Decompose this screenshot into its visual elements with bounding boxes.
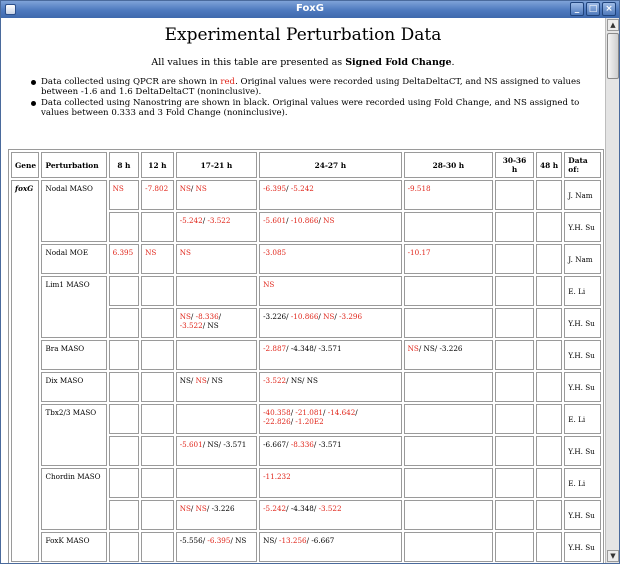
value-cell-h30 — [495, 212, 534, 242]
value-cell-h30 — [495, 468, 534, 498]
nanostring-value: / NS/ NS — [286, 376, 318, 385]
qpcr-value: NS — [195, 504, 207, 513]
source-cell: Y.H. Su — [564, 500, 601, 530]
nanostring-value: / — [318, 216, 324, 225]
qpcr-value: -3.296 — [339, 312, 363, 321]
perturbation-cell: Nodal MASO — [41, 180, 106, 242]
note-item — [31, 77, 591, 97]
value-cell-h17 — [176, 340, 257, 370]
qpcr-value: NS — [179, 312, 191, 321]
source-cell: Y.H. Su — [564, 436, 601, 466]
scroll-up-icon[interactable]: ▲ — [607, 19, 619, 31]
qpcr-value: -5.242 — [263, 504, 287, 513]
note-text: Data collected using Nanostring are shown in black. Original values were recorded using Fold Change, and NS assigned to values between 0.333 and 3 Fold Change (noninclusive). — [41, 98, 580, 118]
value-cell-h8 — [109, 532, 140, 562]
qpcr-value: -9.518 — [407, 184, 431, 193]
table-row — [11, 340, 601, 370]
notes-list — [31, 77, 591, 119]
title-bar[interactable] — [1, 1, 619, 18]
value-cell-h24 — [259, 244, 401, 274]
nanostring-value: / — [290, 417, 296, 426]
qpcr-value: NS — [407, 344, 419, 353]
qpcr-value: NS — [145, 248, 157, 257]
value-cell-h8 — [109, 436, 140, 466]
value-cell-h8 — [109, 180, 140, 210]
value-cell-h28 — [404, 276, 494, 306]
perturbation-table — [8, 149, 604, 563]
scroll-down-icon[interactable]: ▼ — [607, 550, 619, 562]
nanostring-value: / NS — [230, 536, 247, 545]
value-cell-h12 — [141, 468, 174, 498]
page-title: Experimental Perturbation Data — [164, 25, 442, 45]
qpcr-value: -8.336 — [195, 312, 219, 321]
value-cell-h30 — [495, 308, 534, 338]
value-cell-h48 — [536, 340, 562, 370]
value-cell-h17 — [176, 212, 257, 242]
nanostring-value: / — [290, 408, 296, 417]
qpcr-value: -5.242 — [179, 216, 203, 225]
table-row — [11, 372, 601, 402]
source-cell: Y.H. Su — [564, 308, 601, 338]
nanostring-value: / — [355, 408, 358, 417]
col-header: 8 h — [109, 152, 140, 178]
table-header-row — [11, 152, 601, 178]
nanostring-value: / — [323, 408, 328, 417]
qpcr-value: NS — [179, 248, 191, 257]
close-button[interactable]: × — [602, 2, 616, 16]
value-cell-h24 — [259, 180, 401, 210]
value-cell-h24 — [259, 532, 401, 562]
value-cell-h24 — [259, 340, 401, 370]
value-cell-h48 — [536, 276, 562, 306]
intro-suffix: . — [451, 57, 455, 68]
qpcr-value: NS — [323, 216, 335, 225]
value-cell-h30 — [495, 372, 534, 402]
value-cell-h28 — [404, 372, 494, 402]
value-cell-h48 — [536, 532, 562, 562]
qpcr-value: -2.887 — [263, 344, 287, 353]
nanostring-value: / — [202, 216, 208, 225]
nanostring-value: / NS — [206, 376, 223, 385]
value-cell-h24 — [259, 404, 401, 434]
col-header: Data of: — [564, 152, 601, 178]
nanostring-value: / — [286, 216, 291, 225]
qpcr-value: -6.395 — [207, 536, 231, 545]
value-cell-h17 — [176, 372, 257, 402]
value-cell-h8 — [109, 212, 140, 242]
value-cell-h28 — [404, 500, 494, 530]
scroll-thumb[interactable] — [607, 33, 619, 79]
nanostring-value: / -4.348/ -3.571 — [286, 344, 342, 353]
source-cell: J. Nam — [564, 244, 601, 274]
value-cell-h30 — [495, 276, 534, 306]
value-cell-h12 — [141, 372, 174, 402]
table-row — [11, 276, 601, 306]
nanostring-value: / — [218, 312, 222, 321]
col-header: 17-21 h — [176, 152, 257, 178]
source-cell: Y.H. Su — [564, 372, 601, 402]
value-cell-h30 — [495, 244, 534, 274]
window-title: FoxG — [296, 3, 324, 14]
vertical-scrollbar[interactable] — [605, 18, 619, 563]
col-header: 24-27 h — [259, 152, 401, 178]
col-header: Gene — [11, 152, 39, 178]
table-row — [11, 468, 601, 498]
value-cell-h24 — [259, 308, 401, 338]
value-cell-h28 — [404, 436, 494, 466]
value-cell-h12 — [141, 404, 174, 434]
nanostring-value: -3.226/ — [263, 312, 291, 321]
value-cell-h12 — [141, 212, 174, 242]
col-header: 30-36 h — [495, 152, 534, 178]
value-cell-h12 — [141, 276, 174, 306]
qpcr-value: -10.866 — [290, 312, 319, 321]
qpcr-value: NS — [179, 504, 191, 513]
value-cell-h24 — [259, 468, 401, 498]
qpcr-value: NS — [195, 376, 207, 385]
value-cell-h12 — [141, 244, 174, 274]
qpcr-value: -11.232 — [263, 472, 291, 481]
qpcr-value: -3.522 — [179, 321, 203, 330]
qpcr-value: -5.601 — [179, 440, 203, 449]
intro-text — [1, 57, 605, 68]
table-row — [11, 244, 601, 274]
source-cell: E. Li — [564, 276, 601, 306]
value-cell-h48 — [536, 180, 562, 210]
perturbation-cell: Bra MASO — [41, 340, 106, 370]
col-header: Perturbation — [41, 152, 106, 178]
perturbation-cell: Dix MASO — [41, 372, 106, 402]
value-cell-h28 — [404, 308, 494, 338]
qpcr-value: -10.17 — [407, 248, 431, 257]
qpcr-value: -13.256 — [279, 536, 307, 545]
qpcr-value: -3.522 — [318, 504, 342, 513]
value-cell-h8 — [109, 404, 140, 434]
qpcr-value: -21.081 — [295, 408, 323, 417]
value-cell-h48 — [536, 372, 562, 402]
value-cell-h30 — [495, 532, 534, 562]
qpcr-value: -1.20E2 — [295, 417, 324, 426]
source-cell: J. Nam — [564, 180, 601, 210]
value-cell-h17 — [176, 532, 257, 562]
value-cell-h12 — [141, 500, 174, 530]
qpcr-value: -3.085 — [263, 248, 287, 257]
value-cell-h48 — [536, 436, 562, 466]
nanostring-value: / — [190, 312, 196, 321]
qpcr-value: NS — [179, 184, 191, 193]
value-cell-h8 — [109, 340, 140, 370]
value-cell-h8 — [109, 372, 140, 402]
qpcr-value: NS — [112, 184, 124, 193]
nanostring-value: / — [286, 184, 291, 193]
value-cell-h12 — [141, 180, 174, 210]
source-cell: Y.H. Su — [564, 212, 601, 242]
qpcr-value: -5.242 — [290, 184, 314, 193]
value-cell-h30 — [495, 340, 534, 370]
qpcr-value: -3.522 — [263, 376, 287, 385]
perturbation-cell: Nodal MOE — [41, 244, 106, 274]
value-cell-h28 — [404, 180, 494, 210]
qpcr-value: -7.802 — [145, 184, 169, 193]
value-cell-h12 — [141, 308, 174, 338]
value-cell-h30 — [495, 404, 534, 434]
nanostring-value: / — [334, 312, 340, 321]
qpcr-value: -3.522 — [207, 216, 231, 225]
value-cell-h8 — [109, 468, 140, 498]
value-cell-h24 — [259, 276, 401, 306]
value-cell-h30 — [495, 180, 534, 210]
value-cell-h28 — [404, 340, 494, 370]
value-cell-h8 — [109, 308, 140, 338]
qpcr-value: NS — [195, 184, 207, 193]
nanostring-value: / — [190, 184, 196, 193]
qpcr-value: NS — [263, 280, 275, 289]
value-cell-h17 — [176, 180, 257, 210]
qpcr-value: -10.866 — [290, 216, 319, 225]
value-cell-h8 — [109, 276, 140, 306]
value-cell-h12 — [141, 340, 174, 370]
source-cell: Y.H. Su — [564, 532, 601, 562]
nanostring-value: / — [318, 312, 324, 321]
perturbation-cell: Chordin MASO — [41, 468, 106, 530]
qpcr-value: -14.642 — [327, 408, 356, 417]
col-header: 48 h — [536, 152, 562, 178]
value-cell-h17 — [176, 308, 257, 338]
value-cell-h48 — [536, 468, 562, 498]
value-cell-h24 — [259, 372, 401, 402]
nanostring-value: / NS/ -3.226 — [418, 344, 463, 353]
value-cell-h48 — [536, 212, 562, 242]
value-cell-h48 — [536, 244, 562, 274]
value-cell-h12 — [141, 532, 174, 562]
col-header: 28-30 h — [404, 152, 494, 178]
qpcr-value: -22.826 — [263, 417, 291, 426]
minimize-button[interactable]: _ — [570, 2, 584, 16]
value-cell-h28 — [404, 404, 494, 434]
note-text: . Original values were recorded using DeltaDeltaCT, and NS assigned to values between -1.6 and 1.6 DeltaDeltaCT (noninclusive). — [41, 77, 581, 97]
qpcr-value: -5.601 — [263, 216, 287, 225]
intro-prefix: All values in this table are presented as — [151, 57, 346, 68]
value-cell-h28 — [404, 532, 494, 562]
table-row — [11, 180, 601, 210]
note-item — [31, 98, 591, 118]
value-cell-h48 — [536, 308, 562, 338]
col-header: 12 h — [141, 152, 174, 178]
value-cell-h17 — [176, 404, 257, 434]
source-cell: E. Li — [564, 468, 601, 498]
nanostring-value: NS/ — [263, 536, 280, 545]
value-cell-h12 — [141, 436, 174, 466]
value-cell-h17 — [176, 468, 257, 498]
value-cell-h17 — [176, 276, 257, 306]
value-cell-h28 — [404, 244, 494, 274]
table-row — [11, 532, 601, 562]
table-body — [11, 180, 601, 562]
note-text: Data collected using QPCR are shown in — [41, 77, 221, 87]
nanostring-value: / — [190, 504, 196, 513]
nanostring-value: -6.667/ — [263, 440, 291, 449]
content-viewport — [1, 18, 605, 563]
bullet-icon — [31, 101, 36, 106]
value-cell-h8 — [109, 500, 140, 530]
value-cell-h48 — [536, 500, 562, 530]
value-cell-h17 — [176, 500, 257, 530]
maximize-button[interactable]: □ — [586, 2, 600, 16]
perturbation-cell: FoxK MASO — [41, 532, 106, 562]
perturbation-cell: Lim1 MASO — [41, 276, 106, 338]
perturbation-cell: Tbx2/3 MASO — [41, 404, 106, 466]
nanostring-value: / -6.667 — [306, 536, 335, 545]
value-cell-h30 — [495, 436, 534, 466]
value-cell-h24 — [259, 436, 401, 466]
value-cell-h17 — [176, 244, 257, 274]
table-row — [11, 404, 601, 434]
nanostring-value: / NS/ -3.571 — [202, 440, 247, 449]
qpcr-value: 6.395 — [112, 248, 134, 257]
qpcr-value: -6.395 — [263, 184, 287, 193]
source-cell: E. Li — [564, 404, 601, 434]
value-cell-h28 — [404, 212, 494, 242]
value-cell-h8 — [109, 244, 140, 274]
value-cell-h48 — [536, 404, 562, 434]
nanostring-value: NS/ — [179, 376, 196, 385]
nanostring-value: / NS — [202, 321, 219, 330]
value-cell-h30 — [495, 500, 534, 530]
nanostring-value: / -4.348/ — [286, 504, 319, 513]
qpcr-value: NS — [323, 312, 335, 321]
value-cell-h17 — [176, 436, 257, 466]
gene-cell: foxG — [11, 180, 39, 562]
note-red-word: red — [220, 77, 236, 87]
bullet-icon — [31, 80, 36, 85]
qpcr-value: -40.358 — [263, 408, 291, 417]
nanostring-value: -5.556/ — [179, 536, 208, 545]
value-cell-h24 — [259, 500, 401, 530]
value-cell-h28 — [404, 468, 494, 498]
intro-bold: Signed Fold Change — [345, 57, 452, 68]
nanostring-value: / -3.226 — [206, 504, 235, 513]
qpcr-value: -8.336 — [290, 440, 314, 449]
nanostring-value: / -3.571 — [313, 440, 342, 449]
value-cell-h24 — [259, 212, 401, 242]
source-cell: Y.H. Su — [564, 340, 601, 370]
